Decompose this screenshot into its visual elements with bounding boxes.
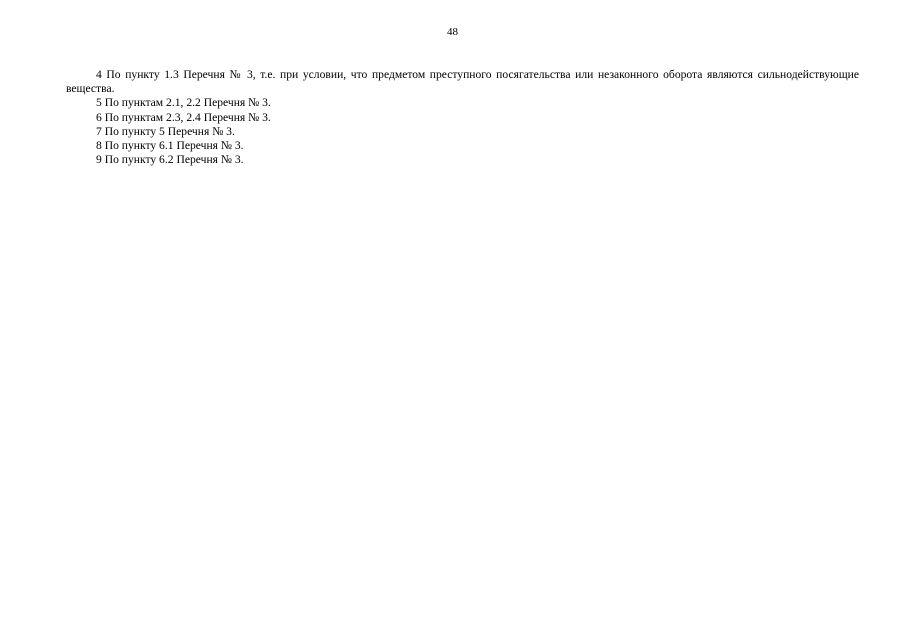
footnote-9: 9 По пункту 6.2 Перечня № 3. [96, 153, 244, 167]
footnote-8: 8 По пункту 6.1 Перечня № 3. [96, 139, 244, 153]
footnote-7: 7 По пункту 5 Перечня № 3. [96, 124, 235, 138]
footnote-5: 5 По пунктам 2.1, 2.2 Перечня № 3. [96, 96, 271, 110]
page-number: 48 [447, 26, 458, 38]
footnote-4: 4 По пункту 1.3 Перечня № 3, т.е. при условии, что предметом преступного посягательства или незаконного оборота являются сильнодействующие вещества. [66, 68, 859, 96]
footnote-6: 6 По пунктам 2.3, 2.4 Перечня № 3. [96, 110, 271, 124]
footnotes-list [66, 68, 859, 167]
